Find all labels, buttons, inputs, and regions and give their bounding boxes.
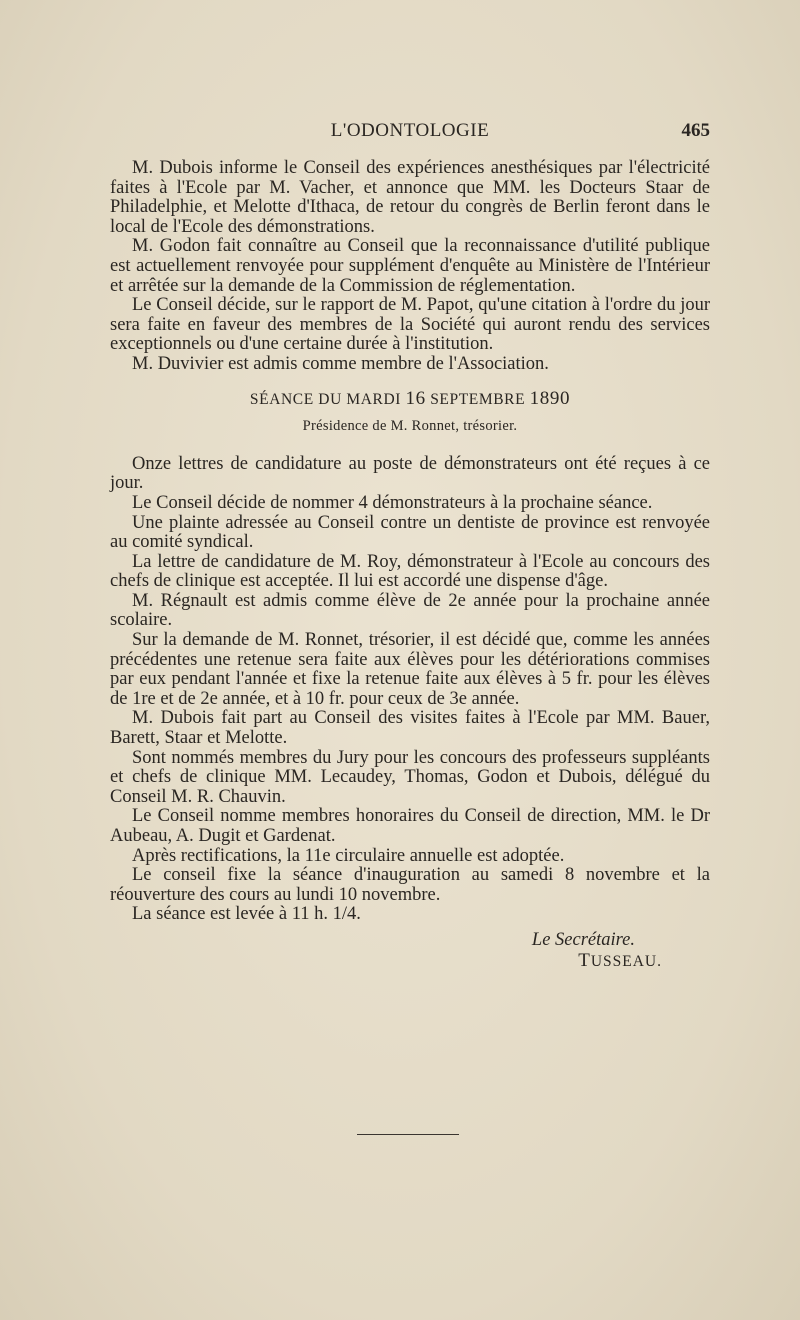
session-presidency: Présidence de M. Ronnet, trésorier. [302, 418, 518, 435]
closing-rule [357, 1134, 459, 1135]
paragraph: M. Dubois informe le Conseil des expériences anesthésiques par l'électricité faites à l'Ecole par M. Vacher, et annonce que MM. les Docteurs Staar de Philadelphie, et Melotte d'Ithaca, de retour du congrès de Berlin feront dans le local de l'Ecole des démonstrations. [110, 158, 710, 237]
session-heading [110, 389, 710, 410]
session-month: SEPTEMBRE [430, 390, 526, 408]
paragraph: La séance est levée à 11 h. 1/4. [132, 904, 361, 925]
running-title: L'ODONTOLOGIE [330, 120, 490, 141]
paragraph: Après rectifications, la 11e circulaire annuelle est adoptée. [132, 845, 565, 866]
paragraph: Sur la demande de M. Ronnet, trésorier, il est décidé que, comme les années précédentes une retenue sera faite aux élèves pour les détériorations commises par eux pendant l'année et fixe la retenue faite aux élèves à 5 fr. pour les élèves de 1re et de 2e année, et à 10 fr. pour ceux de 3e année. [110, 630, 710, 709]
signature-name-initial: T [578, 949, 591, 971]
page-header [110, 120, 710, 148]
paragraph: La lettre de candidature de M. Roy, démonstrateur à l'Ecole au concours des chefs de clinique est acceptée. Il lui est accordé une dispense d'âge. [110, 551, 710, 592]
session-title-prefix: SÉANCE DU MARDI [249, 390, 402, 408]
page-number: 465 [681, 120, 710, 141]
paragraph: Le conseil fixe la séance d'inauguration au samedi 8 novembre et la réouverture des cours au lundi 10 novembre. [110, 865, 710, 905]
paragraph: Le Conseil nomme membres honoraires du Conseil de direction, MM. le Dr Aubeau, A. Dugit et Gardenat. [110, 806, 710, 846]
paragraph: M. Régnault est admis comme élève de 2e année pour la prochaine année scolaire. [110, 590, 710, 631]
paragraph: Le Conseil décide de nommer 4 démonstrateurs à la prochaine séance. [132, 492, 653, 513]
signature-role: Le Secrétaire. [531, 929, 635, 950]
paragraph: Sont nommés membres du Jury pour les concours des professeurs suppléants et chefs de clinique MM. Lecaudey, Thomas, Godon et Dubois, délégué du Conseil M. R. Chauvin. [110, 747, 710, 807]
paragraph: M. Godon fait connaître au Conseil que la reconnaissance d'utilité publique est actuellement renvoyée pour supplément d'enquête au Ministère de l'Intérieur et arrêtée sur la demande de la Commission de réglementation. [110, 236, 710, 296]
session-year: 1890 [529, 387, 571, 409]
paragraph: M. Duvivier est admis comme membre de l'Association. [132, 353, 549, 374]
paragraph: M. Dubois fait part au Conseil des visites faites à l'Ecole par MM. Bauer, Barett, Staar et Melotte. [110, 708, 710, 749]
page-body [110, 159, 710, 971]
paragraph: Une plainte adressée au Conseil contre un dentiste de province est renvoyée au comité syndical. [110, 512, 710, 553]
paragraph: Onze lettres de candidature au poste de démonstrateurs ont été reçues à ce jour. [110, 453, 710, 494]
signature-name-rest: USSEAU. [590, 952, 662, 970]
session-day: 16 [405, 387, 426, 409]
signature-name [110, 951, 662, 972]
paragraph: Le Conseil décide, sur le rapport de M. Papot, qu'une citation à l'ordre du jour sera faite en faveur des membres de la Société qui auront rendu des services exceptionnels ou d'une certaine durée à l'institution. [110, 295, 710, 355]
